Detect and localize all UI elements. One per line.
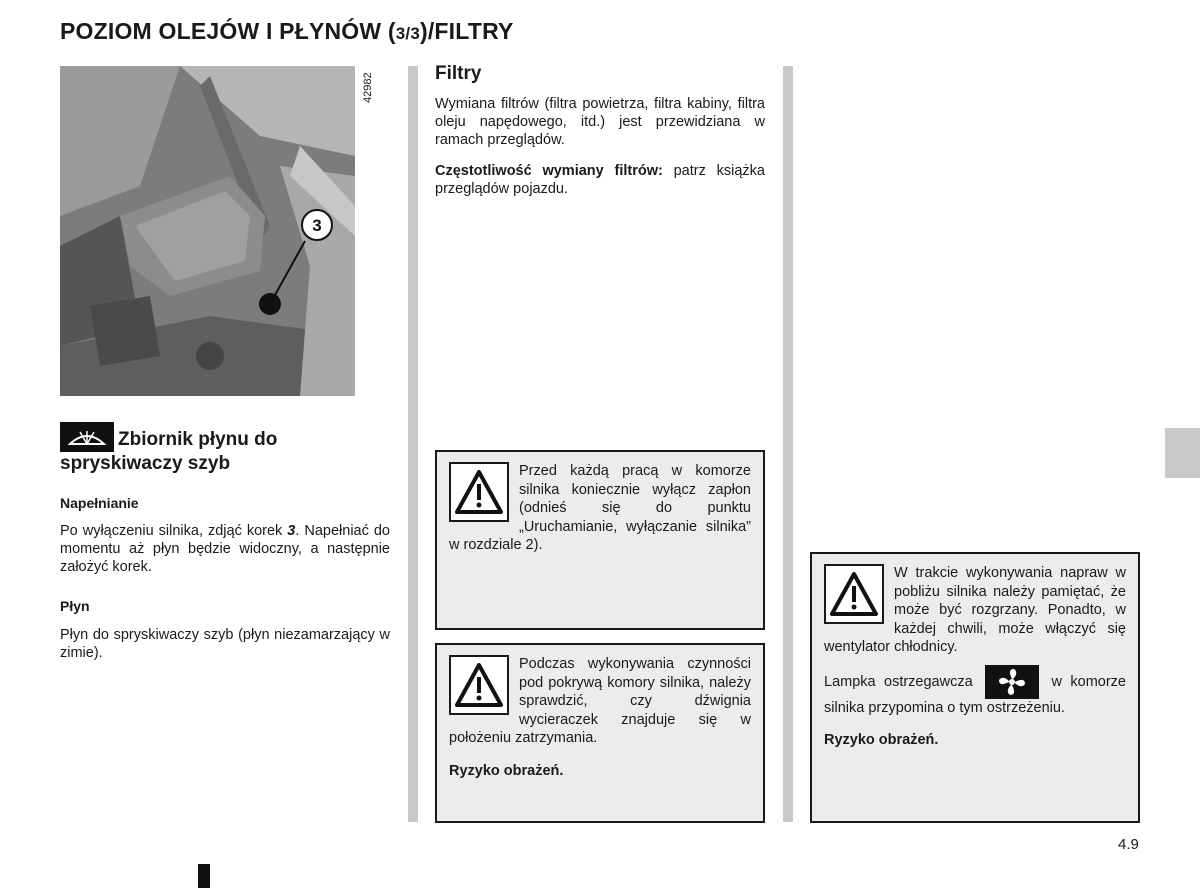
warning-text-hot-engine: W trakcie wykonywania napraw w pobliżu silnika należy pamiętać, że może być rozgrzany. Ponadto, w każdej chwili, może włączyć się wentylator chłodnicy. bbox=[824, 565, 1126, 655]
warning-box-hot-engine bbox=[810, 552, 1140, 823]
column-bar-right bbox=[783, 66, 793, 822]
windscreen-washer-icon bbox=[60, 422, 114, 452]
filters-heading: Filtry bbox=[435, 63, 482, 84]
warning-triangle-icon bbox=[449, 462, 509, 522]
section-title-washer: Zbiornik płynu do spryskiwaczy szyb bbox=[60, 422, 390, 476]
warning-text-ignition: Przed każdą pracą w komorze silnika koniecznie wyłącz zapłon (odnieś się do punktu „Uruchamianie, wyłączanie silnika” w rozdziale 2). bbox=[449, 463, 751, 553]
warning-lamp-text: Lampka ostrzegawcza w komorze silnika przypomina o tym ostrzeżeniu. bbox=[824, 665, 1126, 718]
cooling-fan-icon bbox=[985, 665, 1039, 699]
warning-text-wipers: Podczas wykonywania czynności pod pokrywą komory silnika, należy sprawdzić, czy dźwignia wycieraczek znajduje się w położeniu zatrzymania. bbox=[449, 656, 751, 746]
page-number: 4.9 bbox=[1118, 836, 1139, 853]
fill-heading: Napełnianie bbox=[60, 495, 139, 511]
filters-frequency: Częstotliwość wymiany filtrów: patrz książka przeglądów pojazdu. bbox=[435, 163, 765, 197]
warning-triangle-icon bbox=[824, 564, 884, 624]
warning-box-ignition bbox=[435, 450, 765, 630]
engine-bay-photo bbox=[60, 66, 355, 396]
fluid-heading: Płyn bbox=[60, 598, 90, 614]
filters-text: Wymiana filtrów (filtra powietrza, filtra kabiny, filtra oleju napędowego, itd.) jest przewidziana w ramach przeglądów. bbox=[435, 96, 765, 148]
warning-triangle-icon bbox=[449, 655, 509, 715]
crop-mark bbox=[198, 864, 210, 888]
warning-risk-hot-engine: Ryzyko obrażeń. bbox=[824, 732, 939, 748]
column-bar-left bbox=[408, 66, 418, 822]
fill-text: Po wyłączeniu silnika, zdjąć korek 3. Napełniać do momentu aż płyn będzie widoczny, a następnie założyć korek. bbox=[60, 523, 390, 575]
svg-text:3: 3 bbox=[312, 216, 322, 235]
fluid-text: Płyn do spryskiwaczy szyb (płyn niezamarzający w zimie). bbox=[60, 627, 390, 661]
chapter-tab bbox=[1165, 428, 1200, 478]
photo-reference-code: 42982 bbox=[362, 72, 374, 103]
page-title: POZIOM OLEJÓW I PŁYNÓW (3/3)/FILTRY bbox=[60, 18, 514, 44]
warning-box-wipers bbox=[435, 643, 765, 823]
warning-risk-wipers: Ryzyko obrażeń. bbox=[449, 762, 564, 779]
